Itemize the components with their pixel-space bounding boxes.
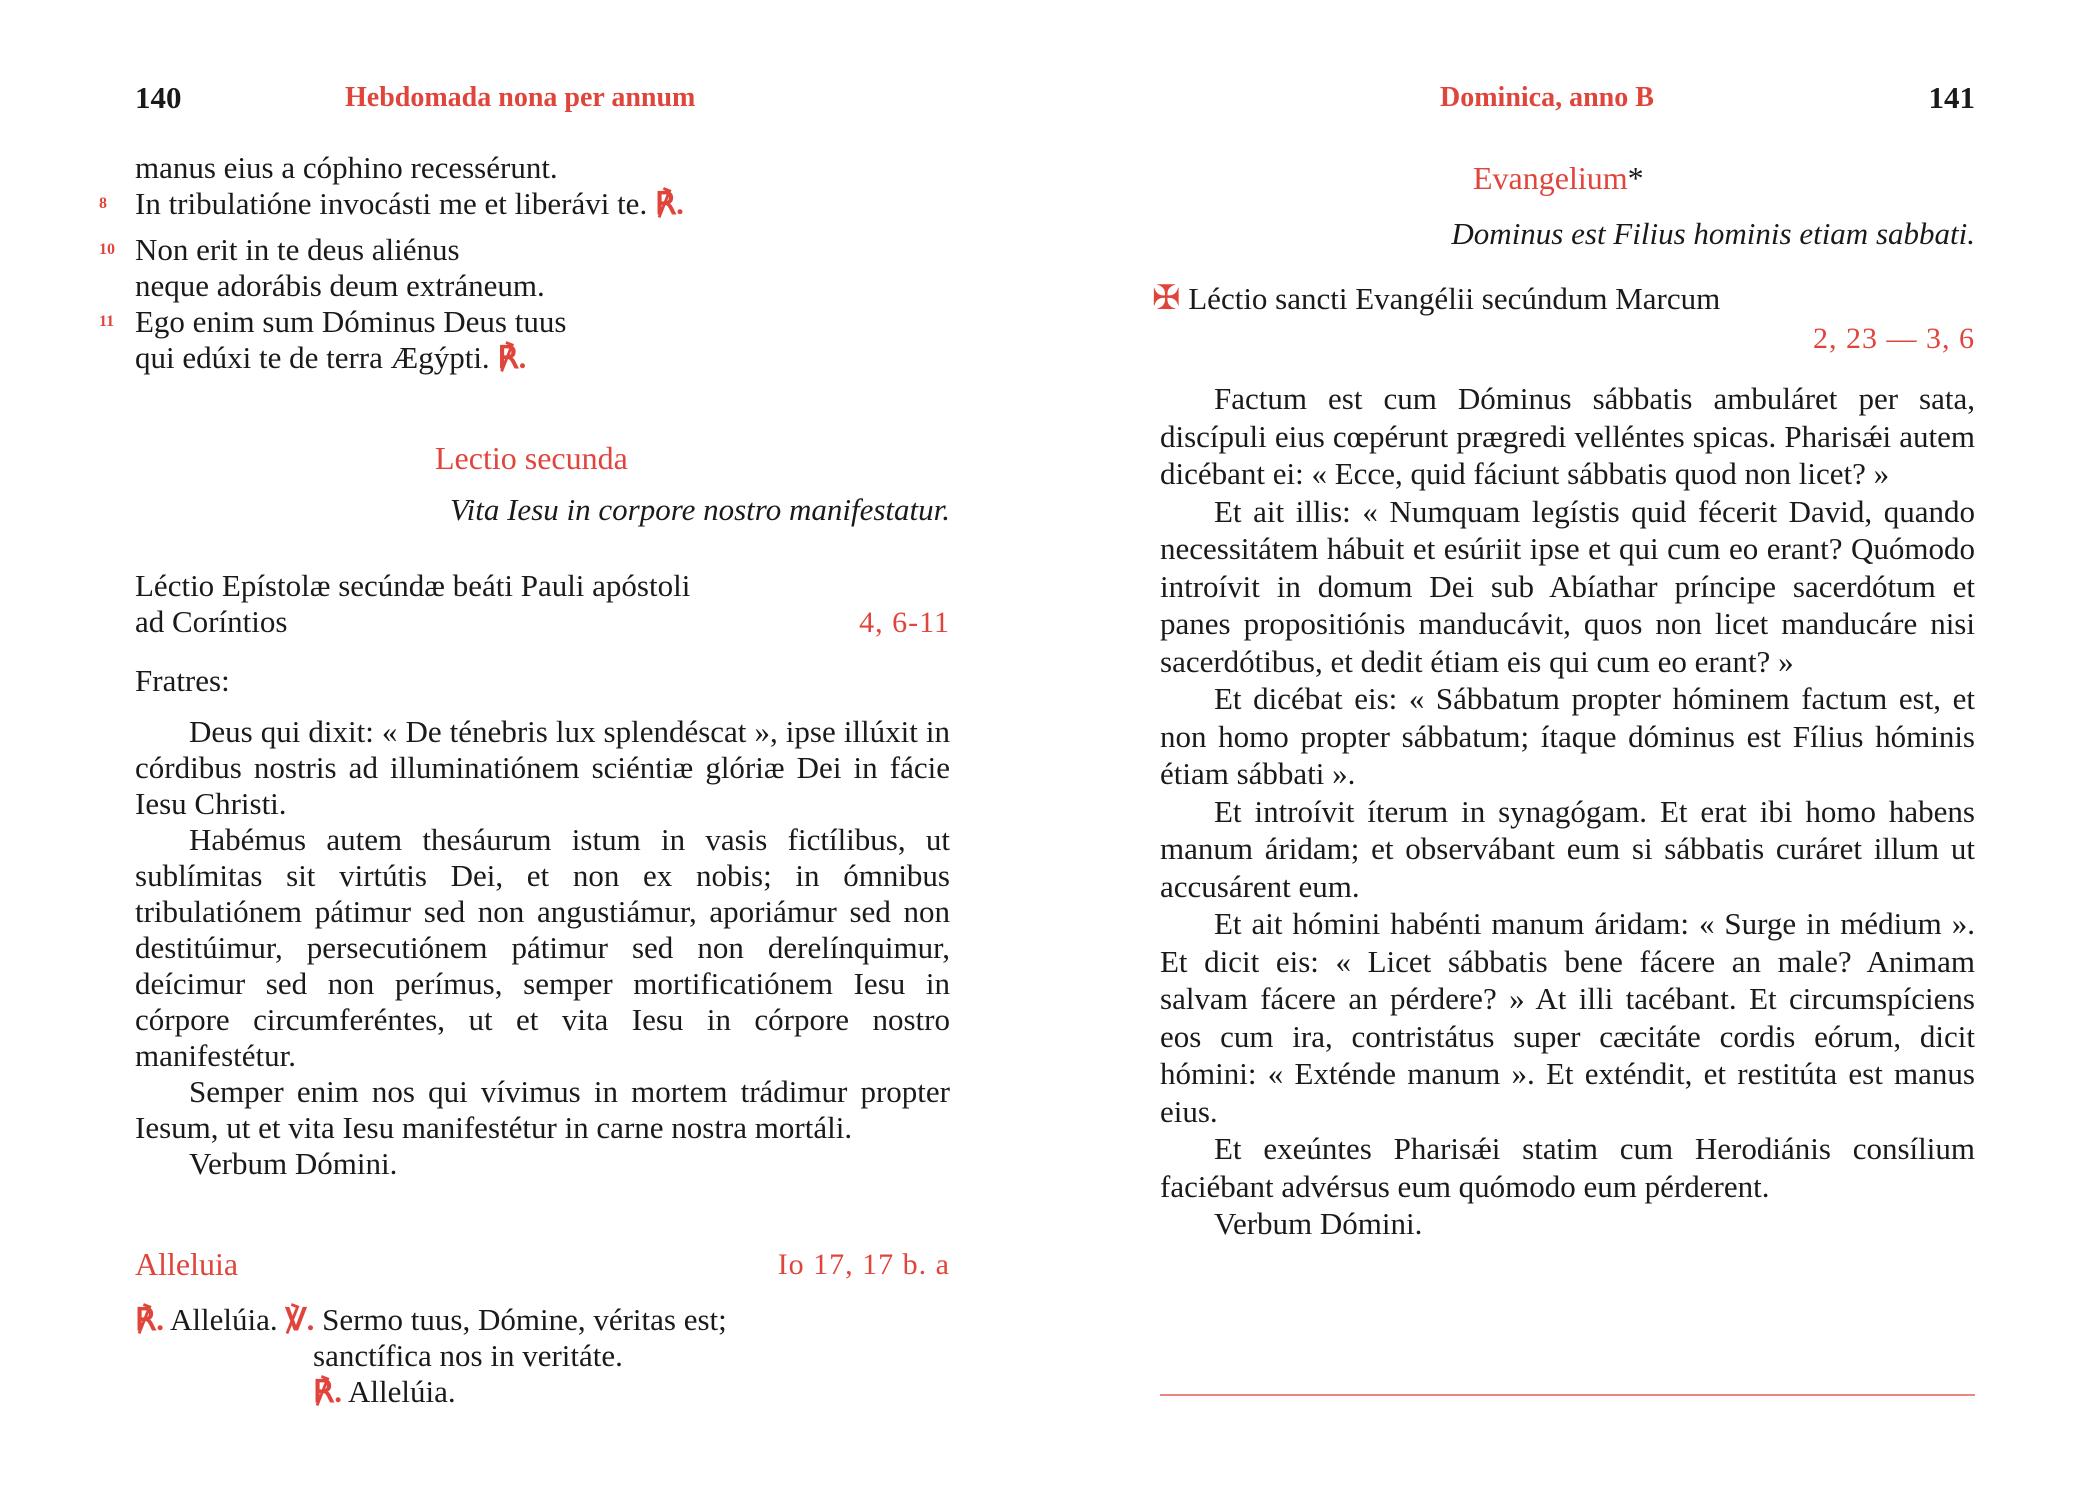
gospel-intro: ✠ Léctio sancti Evangélii secúndum Marcum — [1152, 280, 1721, 317]
section-title-alleluia: Alleluia — [135, 1246, 239, 1282]
end-rule — [1160, 1394, 1975, 1396]
asterisk-mark: * — [1627, 160, 1644, 196]
response-mark: ℟. — [313, 1374, 342, 1409]
psalm-line: 10 Non erit in te deus aliénus — [99, 232, 460, 267]
reading-intro: Léctio Epístolæ secúndæ beáti Pauli apóstoli — [135, 568, 691, 603]
reading-subtitle: Vita Iesu in corpore nostro manifestatur. — [450, 492, 950, 527]
alleluia-reference: Io 17, 17 b. a — [777, 1248, 950, 1281]
psalm-line: 8 In tribulatióne invocásti me et liberávi te. ℟. — [99, 186, 684, 221]
alleluia-line: ℟. Allelúia. — [313, 1374, 456, 1409]
paragraph: Factum est cum Dóminus sábbatis ambuláret per sata, discípuli eius cœpérunt prægredi velléntes spicas. Pharisǽi autem dicébant ei: « Ecce, quid fáciunt sábbatis quod non licet? » — [1160, 381, 1975, 491]
gospel-reference: 2, 23 — 3, 6 — [1813, 322, 1975, 355]
alleluia-line: sanctífica nos in veritáte. — [313, 1338, 623, 1373]
gospel-subtitle: Dominus est Filius hominis etiam sabbati. — [1451, 216, 1975, 251]
psalm-line: 11 Ego enim sum Dóminus Deus tuus — [99, 304, 567, 339]
verse-mark: ℣. — [285, 1302, 315, 1337]
response-mark: ℟. — [497, 340, 527, 375]
verse-number: 10 — [99, 241, 115, 258]
paragraph: Habémus autem thesáurum istum in vasis fictílibus, ut sublímitas sit virtútis Dei, et non ex nobis; in ómnibus tribulatiónem pátimur sed non angustiámur, aporiámur sed non destitúimur, persecutiónem pátimur sed non derelínquimur, deícimur sed non perímus, semper mortificatiónem Iesu in córpore circumferéntes, ut et vita Iesu in córpore nostro manifestétur. — [135, 822, 950, 1073]
salutation: Fratres: — [135, 663, 230, 698]
section-title-evangelium: Evangelium* — [1473, 160, 1644, 196]
cross-icon: ✠ — [1152, 280, 1181, 317]
page-number-left: 140 — [135, 80, 182, 115]
verse-number: 8 — [99, 195, 107, 212]
page-number-right: 141 — [1928, 80, 1975, 115]
psalm-line: manus eius a cóphino recessérunt. — [135, 150, 558, 185]
running-head-left: Hebdomada nona per annum — [345, 82, 696, 113]
paragraph: Verbum Dómini. — [189, 1146, 398, 1181]
reading-reference: 4, 6-11 — [859, 606, 950, 639]
section-title-lectio-secunda: Lectio secunda — [435, 440, 628, 476]
psalm-line: qui edúxi te de terra Ægýpti. ℟. — [135, 340, 527, 375]
paragraph: Et exeúntes Pharisǽi statim cum Herodiánis consílium faciébant advérsus eum quómodo eum pérderent. — [1160, 1131, 1975, 1204]
response-mark: ℟. — [654, 186, 684, 221]
verse-number: 11 — [99, 313, 115, 330]
paragraph: Deus qui dixit: « De ténebris lux splendéscat », ipse illúxit in córdibus nostris ad illuminatiónem sciéntiæ glóriæ Dei in fácie Iesu Christi. — [135, 714, 950, 821]
running-head-right: Dominica, anno B — [1440, 82, 1654, 113]
response-mark: ℟. — [135, 1302, 164, 1337]
gospel-text — [1160, 380, 1975, 1243]
paragraph: Et dicébat eis: « Sábbatum propter hóminem factum est, et non homo propter sábbatum; ítaque dóminus est Fílius hóminis étiam sábbati ». — [1160, 681, 1975, 791]
paragraph: Semper enim nos qui vívimus in mortem trádimur propter Iesum, ut et vita Iesu manifestétur in carne nostra mortáli. — [135, 1074, 950, 1145]
right-page — [1152, 0, 1975, 1500]
paragraph: Verbum Dómini. — [1214, 1206, 1423, 1241]
reading-intro: ad Coríntios — [135, 604, 288, 639]
alleluia-line: ℟. Allelúia. ℣. Sermo tuus, Dómine, véritas est; — [135, 1302, 727, 1337]
paragraph: Et introívit íterum in synagógam. Et erat ibi homo habens manum áridam; et observábant eum si sábbatis curáret illum ut accusárent eum. — [1160, 793, 1975, 904]
reading-text — [135, 714, 950, 1182]
paragraph: Et ait illis: « Numquam legístis quid fécerit David, quando necessitátem hábuit et esúriit ipse et qui cum eo erant? Quómodo introívit in domum Dei sub Abíathar príncipe sacerdótum et panes propositiónis manducávit, quos non licet manducáre nisi sacerdótibus, et dedit étiam eis qui cum eo erant? » — [1160, 493, 1975, 679]
psalm-line: neque adorábis deum extráneum. — [135, 268, 545, 303]
paragraph: Et ait hómini habénti manum áridam: « Surge in médium ». Et dicit eis: « Licet sábbatis bene fácere an male? Animam salvam fácere an pérdere? » At illi tacébant. Et circumspíciens eos cum ira, contristátus super cæcitáte cordis eórum, dicit hómini: « Exténde manum ». Et exténdit, et restitúta est manus eius. — [1160, 906, 1975, 1129]
left-page — [99, 0, 950, 1500]
